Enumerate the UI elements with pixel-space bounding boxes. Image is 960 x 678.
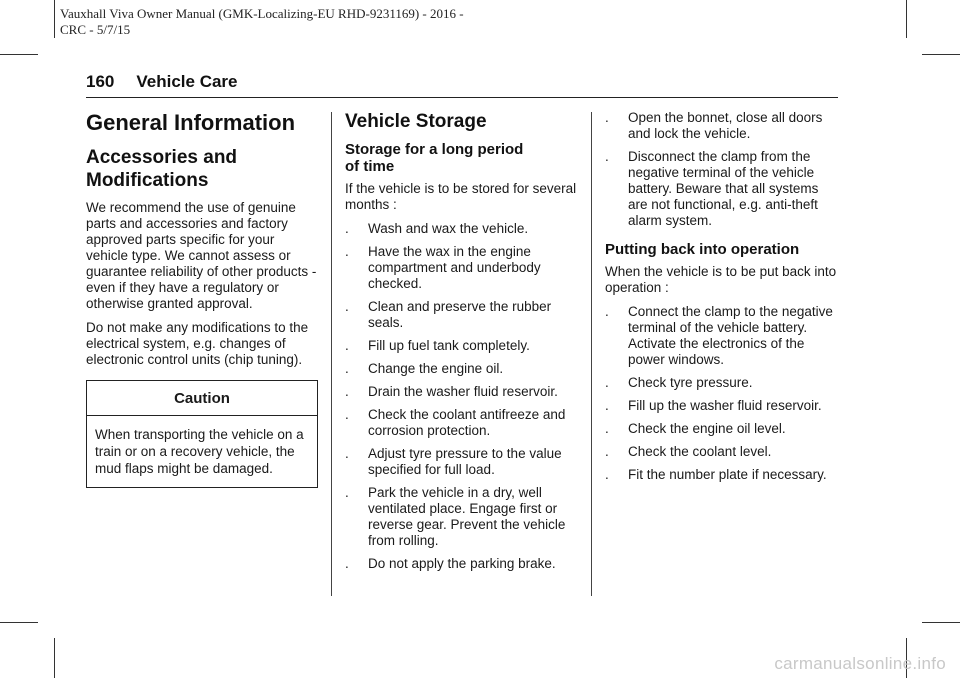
bullet-icon: . xyxy=(605,375,609,390)
list-item xyxy=(605,444,840,460)
bullet-icon: . xyxy=(345,556,349,571)
crop-mark xyxy=(906,0,907,38)
bullet-icon: . xyxy=(345,244,349,259)
bullet-icon: . xyxy=(605,304,609,319)
crop-mark xyxy=(54,638,55,678)
column-divider xyxy=(331,112,332,596)
list-item-text: Drain the washer fluid reservoir. xyxy=(368,384,558,399)
list-item xyxy=(345,361,577,377)
caution-box xyxy=(86,380,318,488)
list-item xyxy=(345,221,577,237)
list-item-text: Disconnect the clamp from the negative terminal of the vehicle battery. Beware that all systems are not functional, e.g. anti-theft alarm system. xyxy=(628,149,819,228)
caution-heading: Caution xyxy=(87,381,317,416)
list-item xyxy=(605,375,840,391)
bullet-icon: . xyxy=(345,338,349,353)
list-item-text: Do not apply the parking brake. xyxy=(368,556,556,571)
list-item-text: Check the coolant level. xyxy=(628,444,772,459)
intro-text: When the vehicle is to be put back into operation : xyxy=(605,264,837,295)
list-item xyxy=(345,338,577,354)
page-number: 160 xyxy=(86,72,115,91)
column-vehicle-storage xyxy=(345,110,577,580)
bullet-icon: . xyxy=(345,407,349,422)
list-item xyxy=(605,398,840,414)
print-header-line1: Vauxhall Viva Owner Manual (GMK-Localizing-EU RHD-9231169) - 2016 - xyxy=(60,6,464,21)
bullet-icon: . xyxy=(605,110,609,125)
bullet-icon: . xyxy=(345,361,349,376)
list-item xyxy=(345,485,577,549)
list-item xyxy=(345,407,577,439)
list-item-text: Wash and wax the vehicle. xyxy=(368,221,529,236)
header-rule xyxy=(86,97,838,98)
crop-mark xyxy=(922,54,960,55)
bullet-icon: . xyxy=(345,446,349,461)
list-item xyxy=(605,110,840,142)
storage-checklist xyxy=(345,221,577,572)
bullet-icon: . xyxy=(345,221,349,236)
bullet-icon: . xyxy=(605,444,609,459)
watermark: carmanualsonline.info xyxy=(774,654,946,673)
list-item-text: Change the engine oil. xyxy=(368,361,504,376)
column-general-information xyxy=(86,110,318,488)
list-item-text: Check the engine oil level. xyxy=(628,421,786,436)
subsection-title: Putting back into operation xyxy=(605,241,800,258)
list-item xyxy=(345,299,577,331)
list-item-text: Fill up fuel tank completely. xyxy=(368,338,530,353)
list-item-text: Park the vehicle in a dry, well ventilated place. Engage first or reverse gear. Prevent the vehicle from rolling. xyxy=(368,485,566,548)
running-head xyxy=(86,72,238,92)
list-item-text: Check tyre pressure. xyxy=(628,375,753,390)
list-item-text: Check the coolant antifreeze and corrosion protection. xyxy=(368,407,566,438)
subsection-title xyxy=(345,141,577,175)
chapter-title: Vehicle Care xyxy=(136,72,238,91)
column-divider xyxy=(591,112,592,596)
list-item xyxy=(605,304,840,368)
print-header xyxy=(60,6,464,38)
list-item xyxy=(345,446,577,478)
bullet-icon: . xyxy=(345,384,349,399)
list-item xyxy=(605,467,840,483)
bullet-icon: . xyxy=(605,398,609,413)
bullet-icon: . xyxy=(345,299,349,314)
subsection-title xyxy=(86,146,318,192)
list-item-text: Fit the number plate if necessary. xyxy=(628,467,827,482)
list-item xyxy=(605,149,840,229)
subtitle-line2: of time xyxy=(345,158,395,175)
list-item xyxy=(345,244,577,292)
list-item-text: Have the wax in the engine compartment and underbody checked. xyxy=(368,244,541,291)
crop-mark xyxy=(0,54,38,55)
subtitle-line2: Modifications xyxy=(86,170,209,191)
storage-checklist-continued xyxy=(605,110,840,229)
list-item xyxy=(345,556,577,572)
intro-text: If the vehicle is to be stored for several months : xyxy=(345,181,577,212)
subtitle-line1: Accessories and xyxy=(86,147,238,168)
list-item xyxy=(345,384,577,400)
column-putting-back-into-operation xyxy=(605,110,840,491)
section-title: General Information xyxy=(86,110,296,135)
caution-text: When transporting the vehicle on a train or on a recovery vehicle, the mud flaps might be damaged. xyxy=(95,427,304,476)
bullet-icon: . xyxy=(605,467,609,482)
bullet-icon: . xyxy=(605,421,609,436)
print-header-line2: CRC - 5/7/15 xyxy=(60,22,131,37)
list-item-text: Fill up the washer fluid reservoir. xyxy=(628,398,822,413)
bullet-icon: . xyxy=(605,149,609,164)
crop-mark xyxy=(922,622,960,623)
paragraph: We recommend the use of genuine parts and accessories and factory approved parts specific for your vehicle type. We cannot assess or guarantee reliability of other products - even if they have a regulatory or otherwise granted approval. xyxy=(86,200,317,311)
section-title: Vehicle Storage xyxy=(345,111,487,132)
crop-mark xyxy=(54,0,55,38)
bullet-icon: . xyxy=(345,485,349,500)
subtitle-line1: Storage for a long period xyxy=(345,141,524,158)
list-item-text: Connect the clamp to the negative terminal of the vehicle battery. Activate the electronics of the power windows. xyxy=(628,304,833,367)
list-item-text: Adjust tyre pressure to the value specified for full load. xyxy=(368,446,562,477)
paragraph: Do not make any modifications to the electrical system, e.g. changes of electronic control units (chip tuning). xyxy=(86,320,309,367)
operation-checklist xyxy=(605,304,840,483)
list-item-text: Open the bonnet, close all doors and lock the vehicle. xyxy=(628,110,823,141)
crop-mark xyxy=(0,622,38,623)
list-item xyxy=(605,421,840,437)
list-item-text: Clean and preserve the rubber seals. xyxy=(368,299,552,330)
